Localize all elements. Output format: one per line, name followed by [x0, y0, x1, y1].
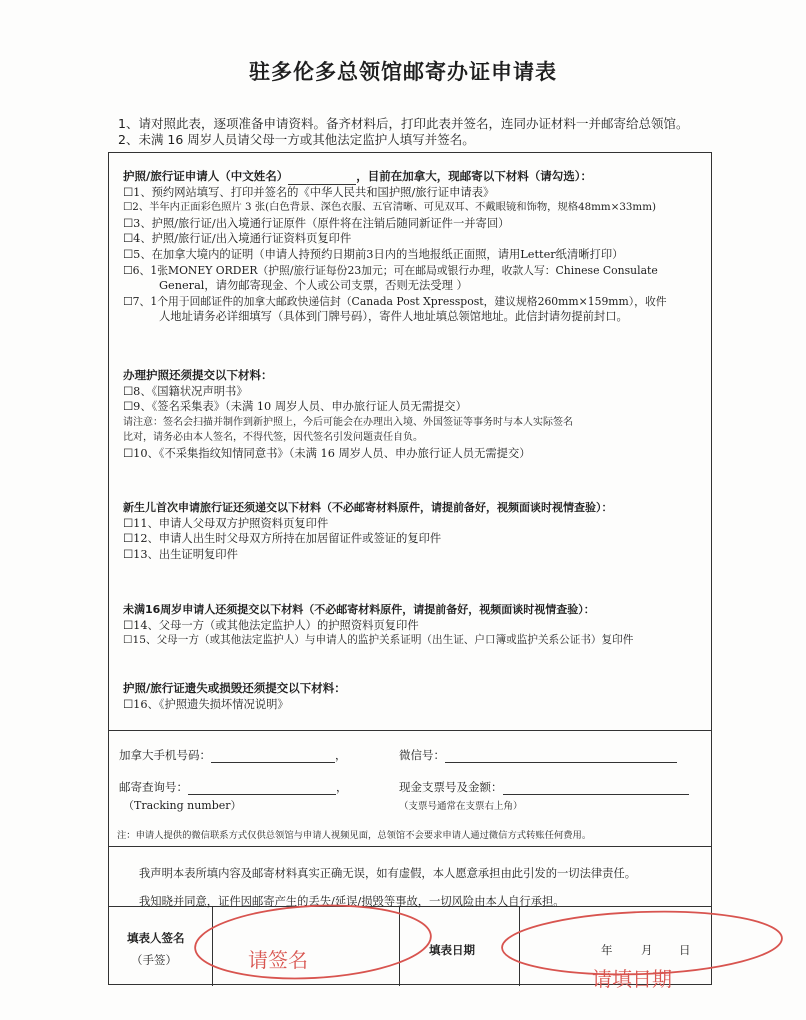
declaration-2: 我知晓并同意，证件因邮寄产生的丢失/延误/损毁等事故，一切风险由本人自行承担。 — [139, 895, 565, 908]
checklist-item-15[interactable]: ☐15、父母一方（或其他法定监护人）与申请人的监护关系证明（出生证、户口簿或监护关系公证书）复印件 — [123, 634, 634, 647]
section-heading: 未满16周岁申请人还须提交以下材料（不必邮寄材料原件，请提前备好，视频面谈时视情查验）： — [123, 603, 595, 616]
checklist-item-9[interactable]: ☐9、《签名采集表》（未满 10 周岁人员、申办旅行证人员无需提交） — [123, 400, 467, 414]
checklist-item-6[interactable]: ☐6、1张MONEY ORDER（护照/旅行证每份23加元；可在邮局或银行办理，收款人写：Chinese Consulate — [123, 263, 658, 277]
signature-circle-annotation — [193, 900, 432, 984]
checklist-item-14[interactable]: ☐14、父母一方（或其他法定监护人）的护照资料页复印件 — [123, 618, 419, 632]
phone-field[interactable]: 加拿大手机号码： ， — [119, 748, 347, 762]
month-label: 月 — [641, 943, 653, 957]
year-label: 年 — [601, 943, 613, 957]
section-heading: 护照/旅行证申请人（中文姓名） ，目前在加拿大，现邮寄以下材料（请勾选）： — [123, 169, 592, 183]
checklist-item-2[interactable]: ☐2、半年内正面彩色照片 3 张(白色背景、深色衣服、五官清晰、可见双耳、不戴眼镜和饰物，规格48mm×33mm) — [123, 201, 656, 214]
tracking-sub-label: （Tracking number） — [123, 799, 242, 812]
form-title: 驻多伦多总领馆邮寄办证申请表 — [249, 60, 557, 84]
checklist-item-12[interactable]: ☐12、申请人出生时父母双方所持在加居留证件或签证的复印件 — [123, 532, 442, 546]
checklist-item-16[interactable]: ☐16、《护照遗失损坏情况说明》 — [123, 697, 289, 711]
instruction-1: 1、请对照此表，逐项准备申请资料。备齐材料后，打印此表并签名，连同办证材料一并邮寄给总领馆。 — [118, 116, 689, 131]
checklist-item-5[interactable]: ☐5、在加拿大境内的证明（申请人持预约日期前3日内的当地报纸正面照，请用Letter纸清晰打印） — [123, 247, 624, 261]
fill-date-annotation: 请填日期 — [592, 967, 672, 991]
signature-note-cont: 比对，请务必由本人签名，不得代签，因代签名引发问题责任自负。 — [123, 432, 423, 444]
day-label: 日 — [679, 943, 691, 957]
instruction-2: 2、未满 16 周岁人员请父母一方或其他法定监护人填写并签名。 — [118, 132, 475, 147]
section-heading: 新生儿首次申请旅行证还须递交以下材料（不必邮寄材料原件，请提前备好，视频面谈时视情查验）： — [123, 501, 613, 514]
handwritten-label: （手签） — [131, 953, 177, 967]
checklist-item-13[interactable]: ☐13、出生证明复印件 — [123, 547, 238, 561]
checklist-item-10[interactable]: ☐10、《不采集指纹知情同意书》（未满 16 周岁人员、申办旅行证人员无需提交） — [123, 446, 531, 460]
sign-here-annotation: 请签名 — [248, 948, 308, 972]
wechat-note: 注：申请人提供的微信联系方式仅供总领馆与申请人视频见面，总领馆不会要求申请人通过微信方式转账任何费用。 — [117, 830, 592, 841]
checklist-item-4[interactable]: ☐4、护照/旅行证/出入境通行证资料页复印件 — [123, 232, 352, 246]
section-heading: 办理护照还须提交以下材料： — [123, 368, 273, 382]
date-label: 填表日期 — [429, 943, 475, 957]
checklist-item-8[interactable]: ☐8、《国籍状况声明书》 — [123, 384, 248, 398]
signature-label: 填表人签名 — [127, 931, 185, 945]
checklist-item-3[interactable]: ☐3、护照/旅行证/出入境通行证原件（原件将在注销后随同新证件一并寄回） — [123, 216, 510, 230]
wechat-field[interactable]: 微信号： — [399, 747, 677, 763]
tracking-field[interactable]: 邮寄查询号： ， — [119, 780, 348, 794]
checklist-item-7-cont: 人地址请务必详细填写（具体到门牌号码），寄件人地址填总领馆地址。此信封请勿提前封口。 — [159, 310, 628, 324]
checklist-item-1[interactable]: ☐1、预约网站填写、打印并签名的《中华人民共和国护照/旅行证申请表》 — [123, 185, 495, 199]
signature-note: 请注意：签名会扫描并制作到新护照上，今后可能会在办理出入境、外国签证等事务时与本人实际签名 — [123, 416, 573, 428]
declaration-1: 我声明本表所填内容及邮寄材料真实正确无误，如有虚假，本人愿意承担由此引发的一切法律责任。 — [139, 867, 637, 880]
checklist-item-6-cont: General，请勿邮寄现金、个人或公司支票，否则无法受理 ） — [159, 279, 468, 293]
section-heading: 护照/旅行证遗失或损毁还须提交以下材料： — [123, 681, 346, 695]
checklist-item-11[interactable]: ☐11、申请人父母双方护照资料页复印件 — [123, 516, 329, 530]
checklist-item-7[interactable]: ☐7、1个用于回邮证件的加拿大邮政快递信封（Canada Post Xpresspost，建议规格260mm×159mm），收件 — [123, 294, 667, 308]
money-order-hint: （支票号通常在支票右上角） — [399, 801, 523, 812]
money-order-field[interactable]: 现金支票号及金额： — [399, 779, 689, 795]
